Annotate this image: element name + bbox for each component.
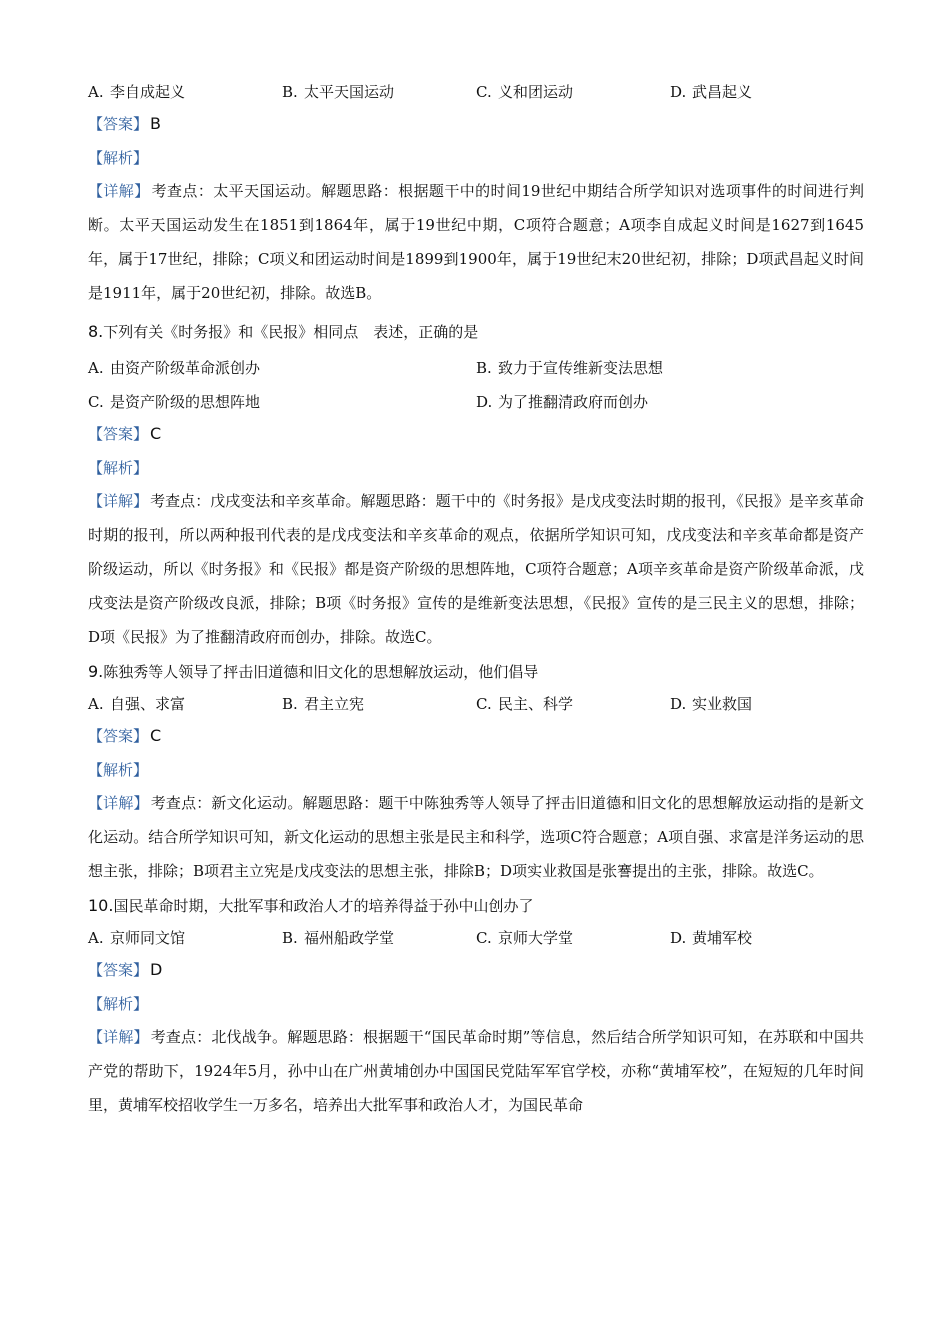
question-number: 10.: [88, 895, 114, 915]
q7-option-c: C. 义和团运动: [476, 82, 574, 101]
q10-answer: [88, 952, 864, 986]
q10-option-d: D. 黄埔军校: [670, 928, 753, 947]
q8-stem: [88, 314, 864, 348]
q7-detail: [88, 174, 864, 310]
answer-value: C: [150, 423, 162, 443]
detail-tag: 【详解】: [88, 1028, 149, 1046]
detail-text: 考查点：北伐战争。解题思路：根据题干“国民革命时期”等信息，然后结合所学知识可知，在苏联和中国共产党的帮助下，1924年5月，孙中山在广州黄埔创办中国国民党陆军军官学校，亦称“黄埔军校”，在短短的几年时间里，黄埔军校招收学生一万多名，培养出大批军事和政治人才，为国民革命: [88, 1028, 864, 1114]
analysis-tag: 【解析】: [88, 994, 149, 1013]
answer-tag: 【答案】: [88, 960, 149, 979]
q8-options-row-1: [88, 352, 864, 382]
q8-detail: [88, 484, 864, 654]
q10-options: [88, 922, 864, 952]
answer-value: B: [150, 113, 161, 133]
q8-analysis-heading: [88, 450, 864, 484]
question-text: 下列有关《时务报》和《民报》相同点 表述，正确的是: [103, 322, 479, 341]
q10-detail: [88, 1020, 864, 1122]
q7-analysis-heading: [88, 140, 864, 174]
detail-tag: 【详解】: [88, 492, 149, 510]
q8-options-row-2: [88, 386, 864, 416]
detail-tag: 【详解】: [88, 182, 150, 200]
q9-option-c: C. 民主、科学: [476, 694, 574, 713]
answer-tag: 【答案】: [88, 424, 149, 443]
q9-detail: [88, 786, 864, 888]
q8-option-c: C. 是资产阶级的思想阵地: [88, 392, 261, 411]
q8-answer: [88, 416, 864, 450]
q10-option-a: A. 京师同文馆: [88, 928, 186, 947]
q7-answer: [88, 106, 864, 140]
q7-option-a: A. 李自成起义: [88, 82, 186, 101]
q10-analysis-heading: [88, 986, 864, 1020]
analysis-tag: 【解析】: [88, 760, 149, 779]
q7-option-d: D. 武昌起义: [670, 82, 753, 101]
document-page: [88, 76, 864, 1122]
q9-analysis-heading: [88, 752, 864, 786]
q10-stem: [88, 888, 864, 922]
question-number: 9.: [88, 661, 104, 681]
question-text: 陈独秀等人领导了抨击旧道德和旧文化的思想解放运动，他们倡导: [103, 662, 539, 681]
answer-tag: 【答案】: [88, 726, 149, 745]
detail-text: 考查点：新文化运动。解题思路：题干中陈独秀等人领导了抨击旧道德和旧文化的思想解放运动指的是新文化运动。结合所学知识可知，新文化运动的思想主张是民主和科学，选项C符合题意；A项自强、求富是洋务运动的思想主张，排除；B项君主立宪是戊戌变法的思想主张，排除B；D项实业救国是张謇提出的主张，排除。故选C。: [88, 794, 864, 880]
detail-text: 考查点：太平天国运动。解题思路：根据题干中的时间19世纪中期结合所学知识对选项事件的时间进行判断。太平天国运动发生在1851到1864年，属于19世纪中期，C项符合题意；A项李自成起义时间是1627到1645年，属于17世纪，排除；C项义和团运动时间是1899到1900年，属于19世纪末20世纪初，排除；D项武昌起义时间是1911年，属于20世纪初，排除。故选B。: [88, 182, 864, 302]
q10-option-c: C. 京师大学堂: [476, 928, 574, 947]
q8-option-b: B. 致力于宣传维新变法思想: [476, 358, 664, 377]
detail-text: 考查点：戊戌变法和辛亥革命。解题思路：题干中的《时务报》是戊戌变法时期的报刊，《民报》是辛亥革命时期的报刊，所以两种报刊代表的是戊戌变法和辛亥革命的观点，依据所学知识可知，戊戌变法和辛亥革命都是资产阶级运动，所以《时务报》和《民报》都是资产阶级的思想阵地，C项符合题意；A项辛亥革命是资产阶级革命派，戊戌变法是资产阶级改良派，排除；B项《时务报》宣传的是维新变法思想，《民报》宣传的是三民主义的思想，排除；D项《民报》为了推翻清政府而创办，排除。故选C。: [88, 492, 864, 646]
q10-option-b: B. 福州船政学堂: [282, 928, 395, 947]
q9-stem: [88, 654, 864, 688]
q9-answer: [88, 718, 864, 752]
question-number: 8.: [88, 321, 104, 341]
q9-option-b: B. 君主立宪: [282, 694, 365, 713]
q7-option-b: B. 太平天国运动: [282, 82, 395, 101]
q7-options: [88, 76, 864, 106]
answer-value: D: [150, 959, 163, 979]
q9-options: [88, 688, 864, 718]
analysis-tag: 【解析】: [88, 148, 149, 167]
analysis-tag: 【解析】: [88, 458, 149, 477]
q9-option-a: A. 自强、求富: [88, 694, 186, 713]
q8-option-a: A. 由资产阶级革命派创办: [88, 358, 261, 377]
answer-tag: 【答案】: [88, 114, 149, 133]
q9-option-d: D. 实业救国: [670, 694, 753, 713]
detail-tag: 【详解】: [88, 794, 149, 812]
answer-value: C: [150, 725, 162, 745]
question-text: 国民革命时期，大批军事和政治人才的培养得益于孙中山创办了: [113, 896, 534, 915]
q8-option-d: D. 为了推翻清政府而创办: [476, 392, 649, 411]
